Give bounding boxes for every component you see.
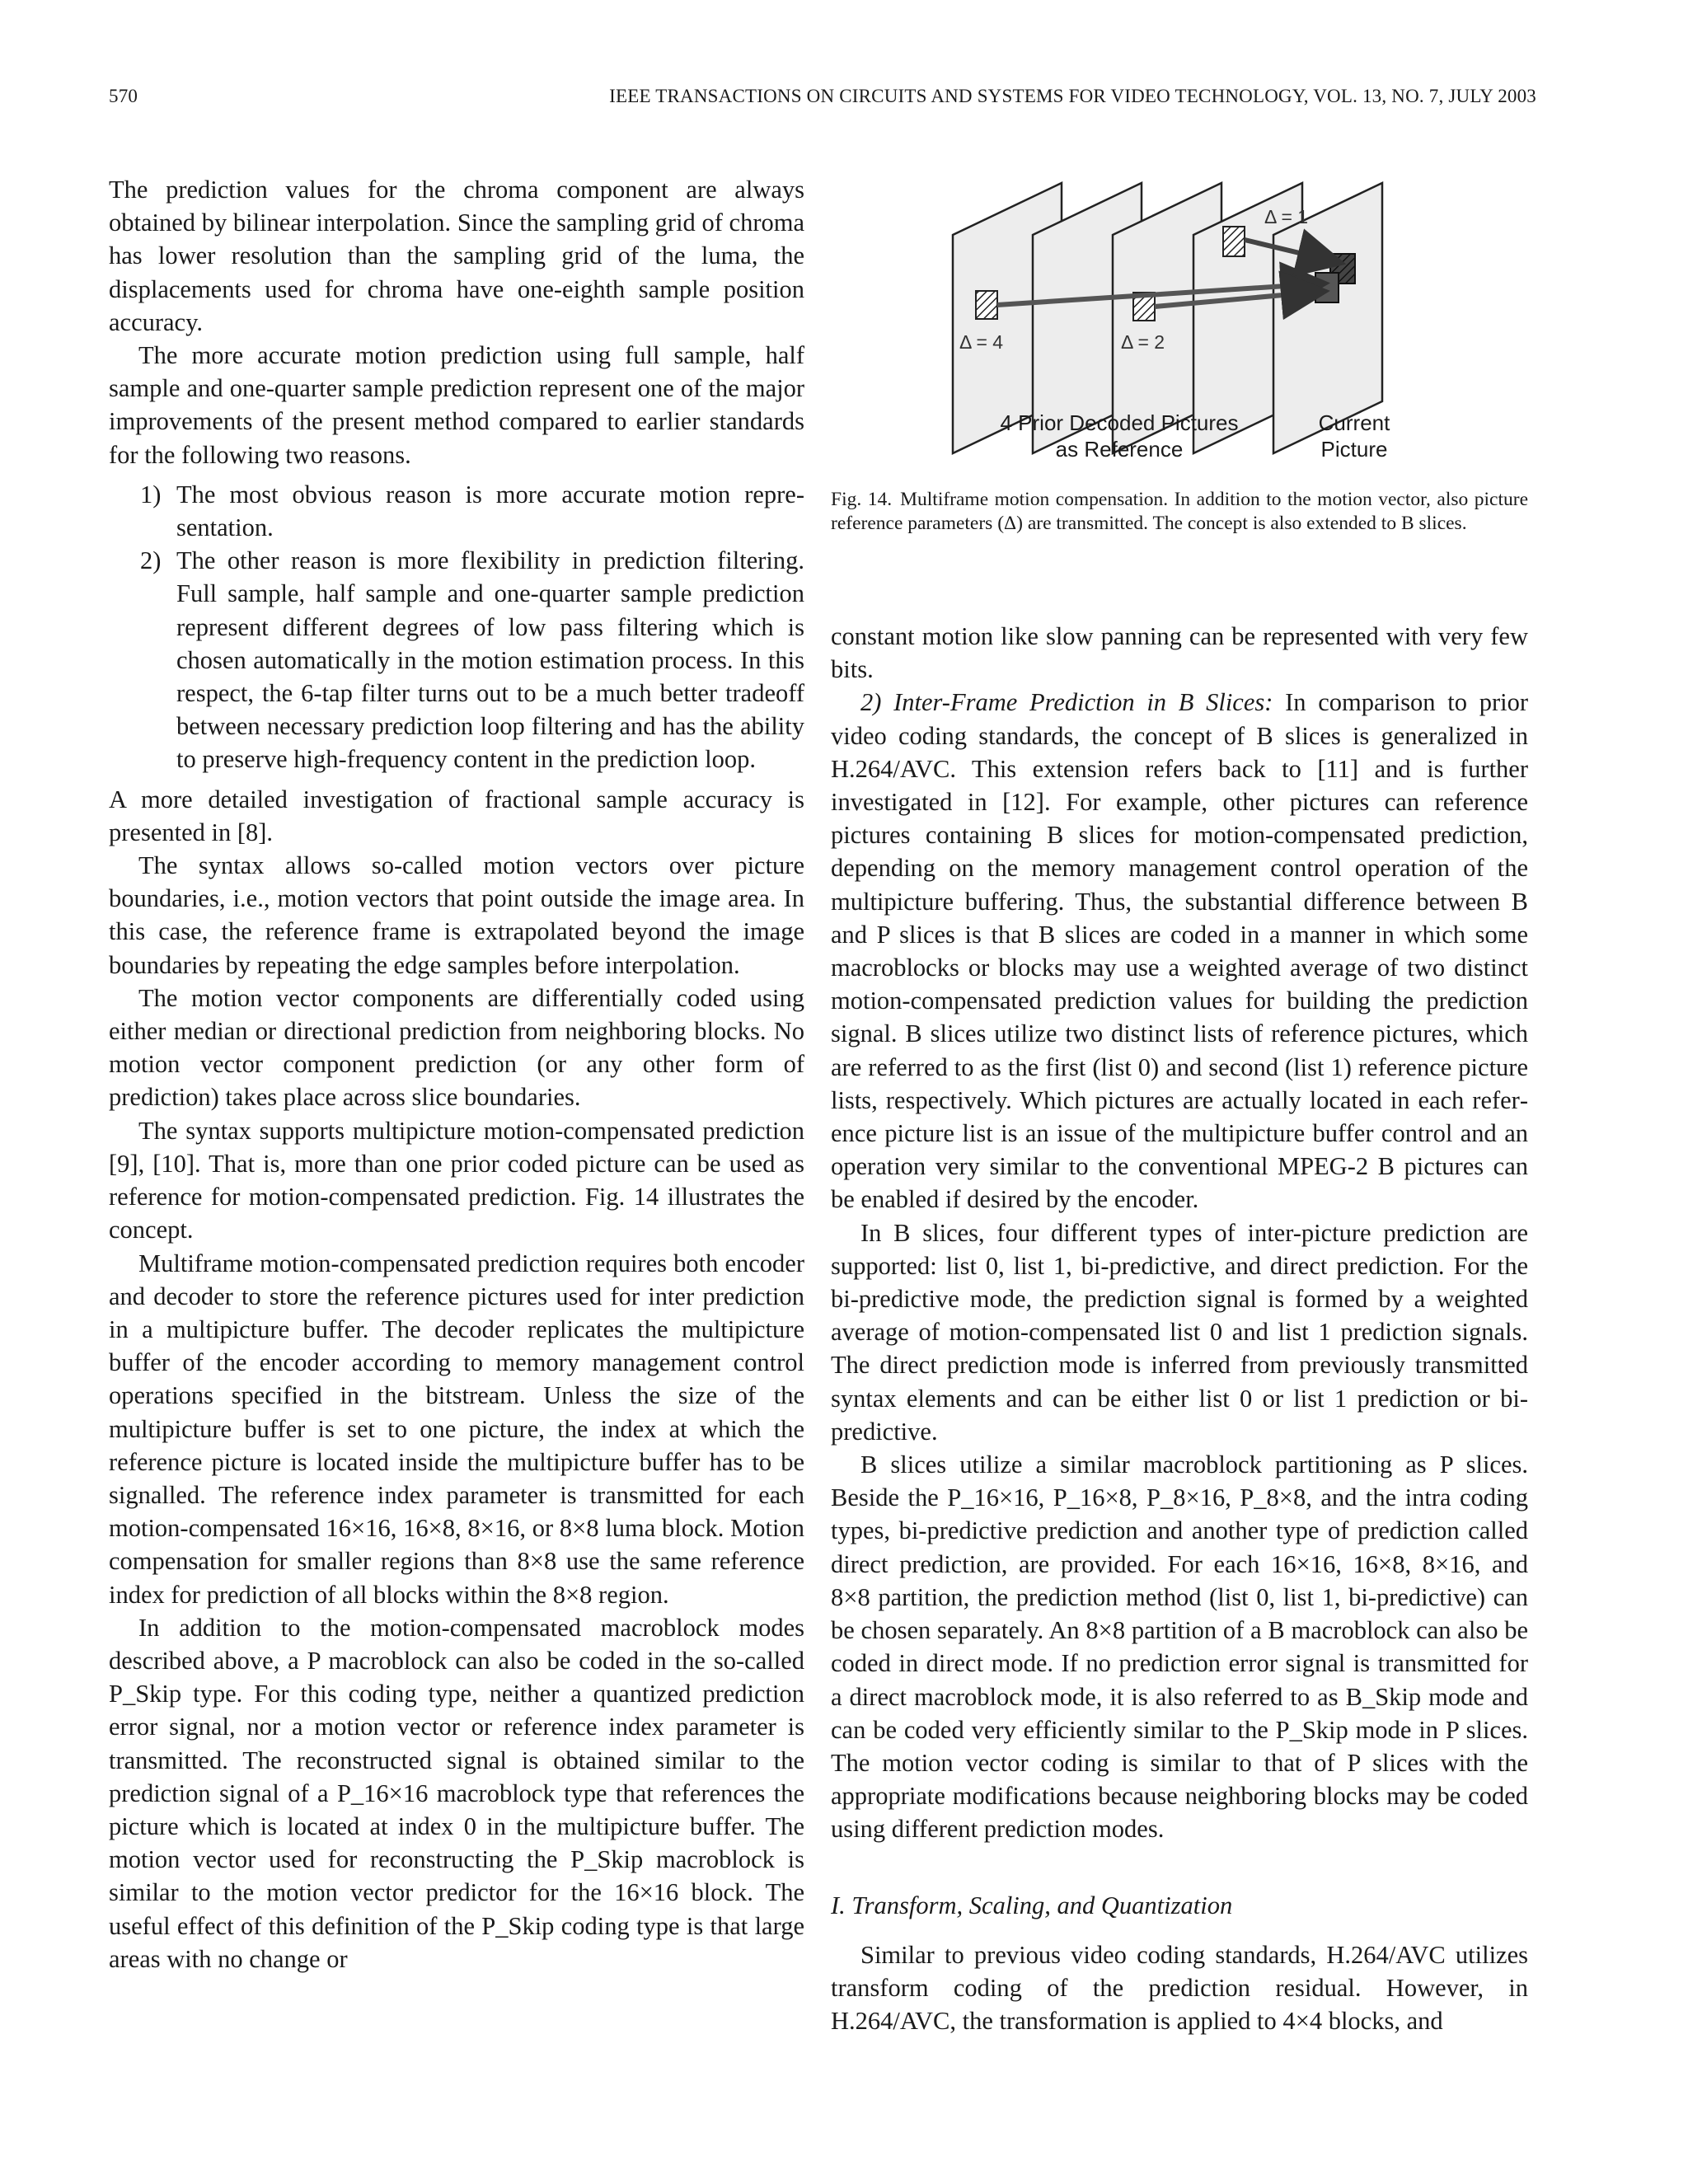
current-block-bottom [1315, 273, 1339, 302]
ref-block-delta1 [1223, 227, 1245, 256]
paragraph: A more detailed investigation of fractional sample accuracy is presented in [8]. [109, 785, 804, 846]
right-column [831, 620, 1528, 2037]
subsection-heading: 2) Inter-Frame Prediction in B Slices: [860, 688, 1273, 717]
current-picture-label: Current Picture [1318, 410, 1390, 462]
list-number: 1) [140, 480, 162, 509]
paragraph-text: In comparison to prior video coding standards, the concept of B slices is generalized in H.264/AVC. This extension refers back to [11] and is further investigated in [12]. For example, other pictures can reference pictures containing B slices for motion-compensated prediction, depending on the memory management control operation of the multipicture buffering. Thus, the substantial difference between B and P slices is that B slices are coded in a manner in which some macroblocks or blocks may use a weighted average of two distinct motion-compensated prediction values for building the prediction signal. B slices utilize two distinct lists of reference pictures, which are referred to as the first (list 0) and second (list 1) reference picture lists, respectively. Which pictures are actually located in each reference picture list is an issue of the multipicture buffer control and an operation very similar to the conventional MPEG-2 B pictures can be enabled if desired by the encoder. [831, 688, 1529, 1214]
paragraph: B slices utilize a similar macroblock partitioning as P slices. Beside the P_16×16, P_16×8, P_8×16, P_8×8, and the intra coding types, bi-predictive prediction and another type of prediction called direct prediction, are provided. For each 16×16, 16×8, 8×16, and 8×8 partition, the prediction method (list 0, list 1, bi-predictive) can be chosen separately. An 8×8 partition of a B macroblock can also be coded in direct mode. If no prediction error signal is transmitted for a direct macroblock mode, it is also referred to as B_Skip mode and can be coded very efficiently similar to the P_Skip mode in P slices. The motion vector coding is similar to that of P slices with the appropriate modifications because neighboring blocks may be coded using different prediction modes. [831, 1451, 1528, 1844]
paragraph: The prediction values for the chroma component are always obtained by bilinear interpolation. Since the sampling grid of chroma has lower resolution than the sampling grid of the luma, the displacements used for chroma have one-eighth sample position accuracy. [109, 176, 804, 336]
list-text: The other reason is more flexibility in prediction filtering. Full sample, half sample and one-quarter sample prediction represent different degrees of low pass filtering which is chosen automatically in the motion estimation process. In this respect, the 6-tap filter turns out to be a much better tradeoff between necessary prediction loop filtering and has the ability to preserve high-frequency content in the prediction loop. [176, 546, 804, 774]
paragraph: The syntax supports multipicture motion-compensated prediction [9], [10]. That is, more than one prior coded picture can be used as reference for motion-compensated prediction. Fig. 14 illustrates the concept. [109, 1116, 804, 1244]
list-item [109, 478, 804, 544]
paragraph: The more accurate motion prediction using full sample, half sample and one-quarter sample prediction represent one of the major improvements of the present method compared to earlier standards for the following two reasons. [109, 341, 804, 469]
delta-2-label: Δ = 2 [1121, 331, 1165, 353]
list-item [109, 544, 804, 776]
figure-caption [831, 488, 1528, 536]
reasons-list [109, 478, 804, 776]
paragraph: constant motion like slow panning can be represented with very few bits. [831, 622, 1528, 684]
list-number: 2) [140, 546, 162, 575]
paragraph: In B slices, four different types of inter-picture prediction are supported: list 0, list 1, bi-predictive, and direct prediction. For the bi-predictive mode, the prediction signal is formed by a weighted average of motion-compensated list 0 and list 1 prediction signals. The direct prediction mode is inferred from previously transmitted syntax elements and can be either list 0 or list 1 prediction or bi-predictive. [831, 1218, 1528, 1446]
journal-title: IEEE TRANSACTIONS ON CIRCUITS AND SYSTEMS FOR VIDEO TECHNOLOGY, VOL. 13, NO. 7, JULY 2003 [609, 86, 1536, 106]
list-text: The most obvious reason is more accurate motion representation. [176, 480, 804, 542]
delta-1-label: Δ = 1 [1264, 206, 1309, 227]
paragraph: The motion vector components are differentially coded using either median or directional prediction from neighboring blocks. No motion vector component prediction (or any other form of prediction) takes place across slice boundaries. [109, 983, 804, 1112]
paragraph: In addition to the motion-compensated macroblock modes described above, a P macroblock can also be coded in the so-called P_Skip type. For this coding type, neither a quantized prediction error signal, nor a motion vector or reference index parameter is transmitted. The reconstructed signal is obtained similar to the prediction signal of a P_16×16 macroblock type that references the picture which is located at index 0 in the multipicture buffer. The motion vector used for reconstructing the P_Skip macroblock is similar to the motion vector predictor for the 16×16 block. The useful effect of this definition of the P_Skip coding type is that large areas with no change or [109, 1613, 804, 1973]
paragraph: The syntax allows so-called motion vectors over picture boundaries, i.e., motion vectors that point outside the image area. In this case, the reference frame is extrapolated beyond the image boundaries by repeating the edge samples before interpolation. [109, 851, 804, 979]
caption-text: Multiframe motion compensation. In addition to the motion vector, also picture reference parameters (Δ) are transmitted. The concept is also extended to B slices. [831, 489, 1528, 534]
paragraph [831, 686, 1528, 1216]
paragraph: Multiframe motion-compensated prediction requires both encoder and decoder to store the reference pictures used for inter prediction in a multipicture buffer. The decoder replicates the multipicture buffer of the encoder according to memory management control operations specified in the bitstream. Unless the size of the multipicture buffer is set to one picture, the index at which the reference picture is located inside the multipicture buffer has to be signalled. The reference index parameter is transmitted for each motion-compensated 16×16, 16×8, 8×16, or 8×8 luma block. Motion compensation for smaller regions than 8×8 use the same reference index for prediction of all blocks within the 8×8 region. [109, 1249, 804, 1609]
reference-pictures-label: 4 Prior Decoded Pictures as Reference [1000, 410, 1239, 462]
caption-label: Fig. 14. [831, 489, 893, 510]
page-number: 570 [109, 86, 138, 106]
left-column [109, 173, 804, 1975]
delta-4-label: Δ = 4 [959, 331, 1004, 353]
ref-block-delta4 [976, 291, 997, 319]
section-heading: I. Transform, Scaling, and Quantization [831, 1891, 1233, 1919]
paragraph: Similar to previous video coding standards, H.264/AVC utilizes transform coding of the prediction residual. However, in H.264/AVC, the transformation is applied to 4×4 blocks, and [831, 1940, 1528, 2036]
running-head [109, 86, 1536, 114]
